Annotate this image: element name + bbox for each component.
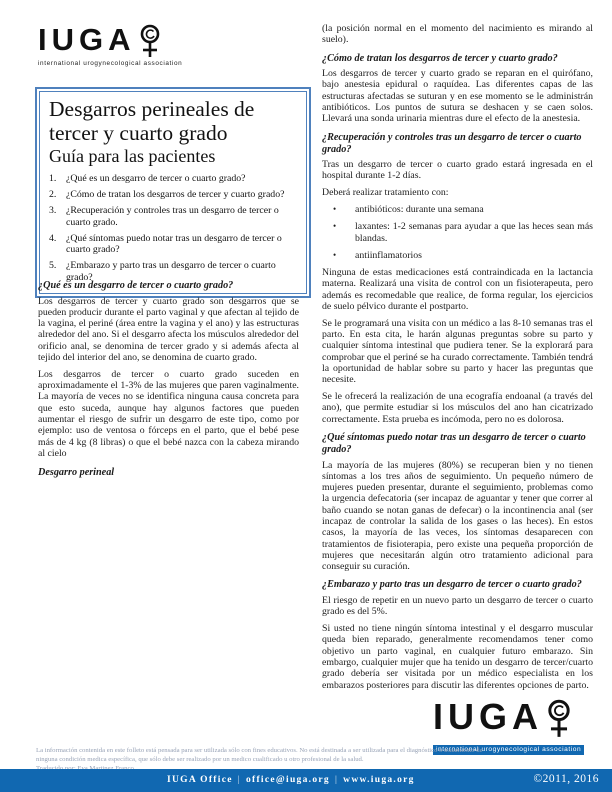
- footer-separator: |: [334, 775, 339, 785]
- toc-text: ¿Recuperación y controles tras un desgarro de tercer o cuarto grado.: [66, 205, 279, 228]
- paragraph: Tras un desgarro de tercer o cuarto grado estará ingresada en el hospital durante 1-2 días.: [322, 159, 593, 182]
- footer-contact: [167, 775, 415, 785]
- right-column: [322, 23, 593, 696]
- iuga-wordmark: IUGA: [433, 696, 543, 737]
- list-item: [322, 221, 593, 244]
- figure-caption: Desgarro perineal: [38, 467, 115, 479]
- iuga-logo-top: [38, 24, 182, 67]
- list-item-text: laxantes: 1-2 semanas para ayudar a que las heces sean más blandas.: [355, 221, 593, 244]
- paragraph: El riesgo de repetir en un nuevo parto un desgarro de tercer o cuarto grado es del 5%.: [322, 594, 593, 618]
- female-symbol-icon: [137, 24, 163, 58]
- footer-office-label: IUGA Office: [167, 775, 233, 785]
- footer-email: office@iuga.org: [245, 775, 330, 785]
- footer-bar: [0, 769, 612, 792]
- title-box: [35, 87, 311, 298]
- list-item-text: antiinflamatorios: [355, 249, 422, 261]
- iuga-tagline: international urogynecological association: [38, 60, 183, 67]
- toc-text: ¿Qué síntomas puedo notar tras un desgarro de tercer o cuarto grado?: [66, 232, 282, 256]
- section-heading-treatment: ¿Cómo de tratan los desgarros de tercer y cuarto grado?: [322, 52, 558, 64]
- list-item: [322, 204, 593, 215]
- iuga-tagline: international urogynecological association: [433, 745, 584, 755]
- list-item: [322, 250, 593, 261]
- paragraph: Se le ofrecerá la realización de una ecografía endoanal (a través del ano), que permite estudiar si los músculos del ano han cicatrizado correctamente. Esta prueba es incómoda, pero no es dolorosa.: [322, 391, 593, 425]
- toc-item-4: [49, 233, 298, 256]
- toc-item-1: [49, 173, 298, 185]
- paragraph: Se le programará una visita con un médico a las 8-10 semanas tras el parto. En esta cita, le harán algunas preguntas sobre su parto y cualquier síntoma intestinal que pudiera tener. Se la explorará para comprobar que el periné se ha curado correctamente. También tendrá la oportunidad de hablar sobre su parto y hacer las preguntas que necesite.: [322, 317, 593, 386]
- paragraph: Los desgarros de tercer y cuarto grado se reparan en el quirófano, bajo anestesia epidural o raquídea. Las diferentes capas de las estructuras afectadas se suturan y en ese momento se le administrán antibióticos. Los puntos de sutura se deshacen y se caen solos. Llevará una sonda urinaria mientras dure el efecto de la anestesia.: [322, 68, 593, 125]
- iuga-wordmark: IUGA: [38, 22, 136, 57]
- page-title: Desgarros perineales de tercer y cuarto grado: [49, 97, 255, 146]
- toc-text: ¿Qué es un desgarro de tercer o cuarto grado?: [66, 172, 246, 184]
- list-item-text: antibióticos: durante una semana: [355, 203, 484, 215]
- section-heading-symptoms: ¿Qué síntomas puedo notar tras un desgarro de tercer o cuarto grado?: [322, 432, 586, 456]
- toc-item-3: [49, 205, 298, 228]
- bullet-list: [322, 204, 593, 261]
- toc-text: ¿Cómo de tratan los desgarros de tercer y cuarto grado?: [66, 188, 285, 200]
- iuga-logo-row: [433, 696, 584, 738]
- iuga-logo-row: [38, 24, 182, 58]
- copyright-text: ©2011, 2016: [533, 773, 599, 785]
- toc-number: 4.: [49, 232, 57, 244]
- paragraph: Si usted no tiene ningún síntoma intestinal y el desgarro muscular queda bien reparado, generalmente recomendamos tener como objetivo un parto vaginal, en cualquier futuro embarazo. Sin embargo, cualquier mujer que ha tenido un desgarro de tercer/cuarto grado debería ser visitada por un médico especialista en los embarazos posteriores para discutir las diferentes opciones de parto.: [322, 623, 593, 691]
- left-column: [38, 280, 299, 478]
- toc-number: 2.: [49, 188, 57, 200]
- toc-number: 3.: [49, 205, 57, 217]
- section-heading-what-is: ¿Qué es un desgarro de tercer o cuarto grado?: [38, 280, 234, 291]
- paragraph: Deberá realizar tratamiento con:: [322, 187, 449, 199]
- paragraph: Ninguna de estas medicaciones está contraindicada en la lactancia materna. Realizará una visita de control con un fisioterapeuta, pero además es recomedable que realice, de forma regular, los ejercicios de suelo pélvico durante el postparto.: [322, 267, 593, 313]
- toc-item-2: [49, 189, 298, 201]
- paragraph: Los desgarros de tercer o cuarto grado suceden en aproximadamente el 1-3% de las mujeres que paren vaginalmente. La mayoría de veces no se identifica ninguna causa concreta para que esto suceda, aunque hay algunos factores que pueden aumentar el riesgo de sufrir un desgarro de este tipo, como por ejemplo: uso de ventosa o fórceps en el parto, que el bebé pese más de 4 kg (8 libras) o que el bebé nazca con la cabeza mirando al cielo: [38, 368, 299, 459]
- female-symbol-icon: [544, 699, 574, 738]
- toc-text: ¿Embarazo y parto tras un desgarro de tercer o cuarto grado?: [66, 260, 276, 283]
- bullet-icon: •: [333, 249, 337, 260]
- section-heading-recovery: ¿Recuperación y controles tras un desgarro de tercer o cuarto grado?: [322, 131, 582, 155]
- footer-separator: |: [237, 775, 241, 785]
- paragraph: Los desgarros de tercer y cuarto grado son desgarros que se pueden producir durante el parto vaginal y que afectan al tejido de la vagina, el periné (área entre la vagina y el ano) y las estructuras alrededor del ano. Si el desgarro afecta los músculos alrededor del orificio anal, se denomina de tercer grado y si además afecta al tejido del interior del ano, se denomina de cuarto grado.: [38, 295, 299, 363]
- bullet-icon: •: [333, 203, 337, 214]
- page-subtitle: Guía para las pacientes: [49, 146, 216, 167]
- section-heading-pregnancy: ¿Embarazo y parto tras un desgarro de tercer o cuarto grado?: [322, 579, 582, 591]
- toc-list: [49, 173, 298, 284]
- title-box-inner: [39, 91, 307, 294]
- paragraph: La mayoría de las mujeres (80%) se recuperan bien y no tienen síntomas a los tres años de seguimiento. Un pequeño número de mujeres pueden presentar, durante el seguimiento, problemas como la urgencia defecatoria (ser incapaz de aguantar y tener que correr al baño cuando se notan ganas de defecar) o la incontinencia anal (ser incapaz de controlar la salida de los gases o las heces). En estos casos, la mayoría de las veces, los síntomas desaparecen con tratamientos de fisioterapia, pero existe una pequeña proporción de mujeres que necesitarán algún otro tratamiento adicional para conseguir su curación.: [322, 459, 593, 573]
- toc-number: 1.: [49, 172, 57, 184]
- disclaimer-line-2: ninguna condición medica específica, que sólo debe ser realizado por un medico cualificado u otro profesional de la salud.: [36, 755, 364, 763]
- footer-website: www.iuga.org: [343, 775, 415, 785]
- toc-number: 5.: [49, 260, 57, 272]
- disclaimer-line-1: La información contenida en este folleto está pensada para ser utilizada sólo con fines educativos. No está destinada a ser utilizada para el diagnóstico o tratamiento de: [36, 747, 483, 754]
- bullet-icon: •: [333, 221, 337, 232]
- paragraph-continuation: (la posición normal en el momento del nacimiento es mirando al suelo).: [322, 23, 593, 46]
